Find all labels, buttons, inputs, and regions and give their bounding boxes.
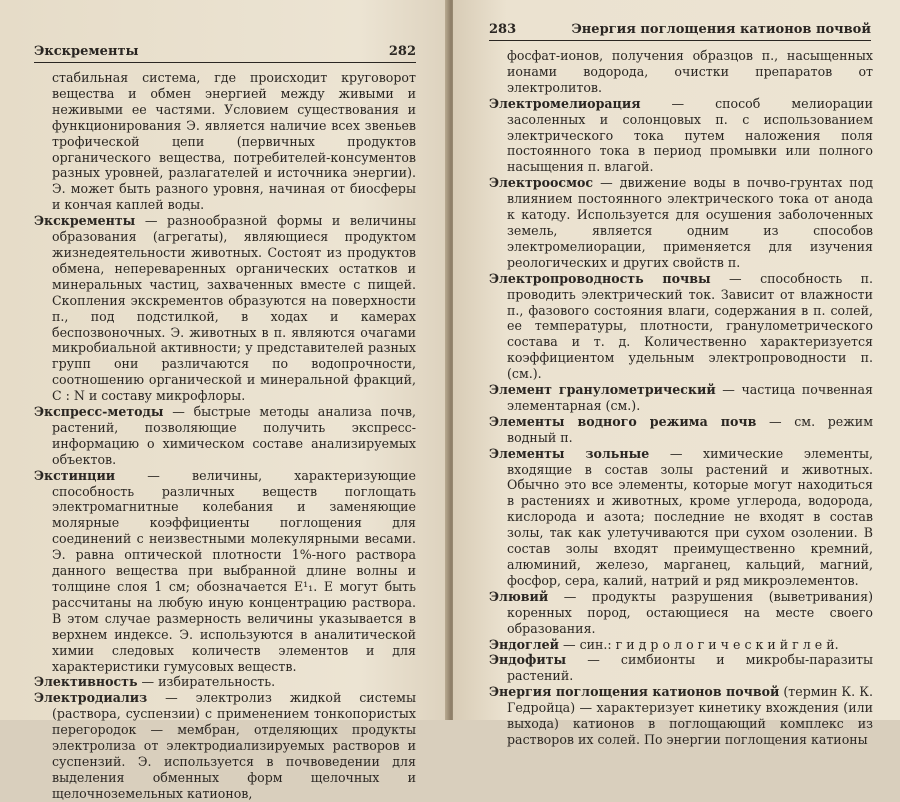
right-header-rule (489, 40, 871, 41)
entry-term: Электропроводность почвы (489, 270, 711, 286)
dictionary-entry (34, 690, 416, 801)
entry-definition: — способ мелиорации засоленных и солонцовых п. с использованием электрического тока путем наложения поля постоянного тока в период промывки или полного насыщения п. влагой. (507, 95, 873, 175)
dictionary-entry (489, 637, 873, 653)
left-page-header (34, 44, 416, 59)
left-page-number: 282 (388, 44, 416, 59)
dictionary-entry (489, 446, 873, 589)
entry-definition: — способность п. проводить электрический ток. Зависит от влажности п., фазового состояния влаги, содержания в п. солей, ее температуры, плотности, гранулометрического состава и т. д. Количественно характеризуется коэффициентом удельным электропроводности п. (см.). (507, 270, 873, 382)
entry-definition: — величины, характеризующие способность различных веществ поглощать электромагнитные колебания и заменяющие молярные коэффициенты поглощения для соединений с неизвестными молекулярными весами. Э. равна оптической плотности 1%-ного раствора данного вещества при выбранной длине волны и толщине слоя 1 см; обозначается E¹₁. E могут быть рассчитаны на любую иную концентрацию раствора. В этом случае размерность величины указывается в верхнем индексе. Э. используются в аналитической химии следовых количеств элементов и для характеристики гумусовых веществ. (52, 467, 416, 674)
left-running-title: Экскременты (34, 44, 139, 59)
paragraph-text: фосфат-ионов, получения образцов п., насыщенных ионами водорода, очистки препаратов от электролитов. (507, 48, 873, 95)
entry-term: Элемент гранулометрический (489, 382, 716, 398)
dictionary-entry (489, 652, 873, 684)
entry-definition: — химические элементы, входящие в состав золы растений и животных. Обычно это все элементы, которые могут находиться в растениях и животных, кроме углерода, водорода, кислорода и азота; последние не входят в состав золы, так как улетучиваются при сухом озолении. В состав золы входят преимущественно кремний, алюминий, железо, марганец, кальций, магний, фосфор, сера, калий, натрий и ряд микроэлементов. (507, 445, 873, 588)
entry-term: Электродиализ (34, 690, 148, 706)
dictionary-entry (34, 674, 416, 690)
entry-term: Эндофиты (489, 652, 567, 668)
entry-term: Элементы зольные (489, 445, 650, 461)
dictionary-entry (489, 175, 873, 270)
entry-definition: — частица почвенная элементарная (см.). (507, 382, 874, 413)
entry-term: Электроосмос (489, 175, 594, 191)
entry-term: Энергия поглощения катионов почвой (489, 684, 780, 700)
entry-term: Элементы водного режима почв (489, 413, 757, 429)
entry-term: Электромелиорация (489, 95, 641, 111)
right-page-header (489, 22, 871, 37)
paragraph (34, 70, 416, 213)
entry-definition: — син.: г и д р о л о г и ч е с к и й г л е й. (558, 636, 839, 652)
entry-term: Эндоглей (489, 636, 559, 652)
dictionary-entry (34, 213, 416, 404)
right-page (453, 0, 900, 747)
left-header-rule (34, 62, 416, 63)
left-page (0, 0, 449, 801)
entry-definition: — движение воды в почво-грунтах под влиянием постоянного электрического тока от анода к катоду. Используется для осушения заболоченных земель, является одним из способов электромелиорации, применяется для изучения реологических и других свойств п. (507, 175, 873, 270)
entry-definition: — быстрые методы анализа почв, растений, позволяющие получить экспресс-информацию о химическом составе анализируемых объектов. (52, 404, 416, 467)
entry-term: Экстинции (34, 467, 116, 483)
dictionary-entry (489, 414, 873, 446)
entry-definition: — избирательность. (137, 674, 276, 690)
dictionary-entry (489, 684, 873, 748)
entry-definition: — см. режим водный п. (507, 413, 873, 445)
entry-definition: — продукты разрушения (выветривания) коренных пород, остающиеся на месте своего образования. (507, 588, 873, 636)
left-page-text (34, 70, 416, 802)
paragraph (489, 48, 873, 96)
right-page-number: 283 (489, 22, 517, 37)
paragraph-text: стабильная система, где происходит круговорот вещества и обмен энергией между живыми и неживыми ее частями. Условием существования и функционирования Э. является наличие всех звеньев трофической цепи (первичных продуктов органического вещества, потребителей-консументов разных уровней, разлагателей и источника энергии). Э. может быть разного уровня, начиная от биосферы и кончая каплей воды. (52, 70, 416, 213)
right-running-title: Энергия поглощения катионов почвой (571, 22, 871, 37)
dictionary-entry (34, 468, 416, 675)
entry-definition: (термин К. К. Гедройца) — характеризует кинетику вхождения (или выхода) катионов в поглощающий комплекс из растворов их солей. По энергии поглощения катионы (507, 684, 873, 747)
right-page-text (489, 48, 873, 748)
entry-term: Экспресс-методы (34, 404, 164, 420)
entry-definition: — электролиз жидкой системы (раствора, суспензии) с применением тонкопористых перегородок — мембран, отделяющих продукты электролиза от электродиализируемых растворов и суспензий. Э. используется в почвоведении для выделения обменных форм щелочных и щелочноземельных катионов, (52, 690, 416, 801)
dictionary-entry (34, 404, 416, 468)
dictionary-entry (489, 589, 873, 637)
entry-definition: — разнообразной формы и величины образования (агрегаты), являющиеся продуктом жизнедеятельности животных. Состоят из продуктов обмена, непереваренных органических остатков и минеральных частиц, захваченных вместе с пищей. Скопления экскрементов образуются на поверхности п., под подстилкой, в ходах и камерах беспозвоночных. Э. животных в п. являются очагами микробиальной активности; у представителей разных групп они различаются по водопрочности, соотношению органической и минеральной фракций, С : N и составу микрофлоры. (52, 213, 416, 404)
entry-definition: — симбионты и микробы-паразиты растений. (507, 652, 873, 684)
entry-term: Элювий (489, 588, 549, 604)
entry-term: Экскременты (34, 213, 136, 229)
dictionary-entry (489, 382, 873, 414)
entry-term: Элективность (34, 674, 138, 690)
dictionary-entry (489, 96, 873, 176)
dictionary-entry (489, 271, 873, 382)
